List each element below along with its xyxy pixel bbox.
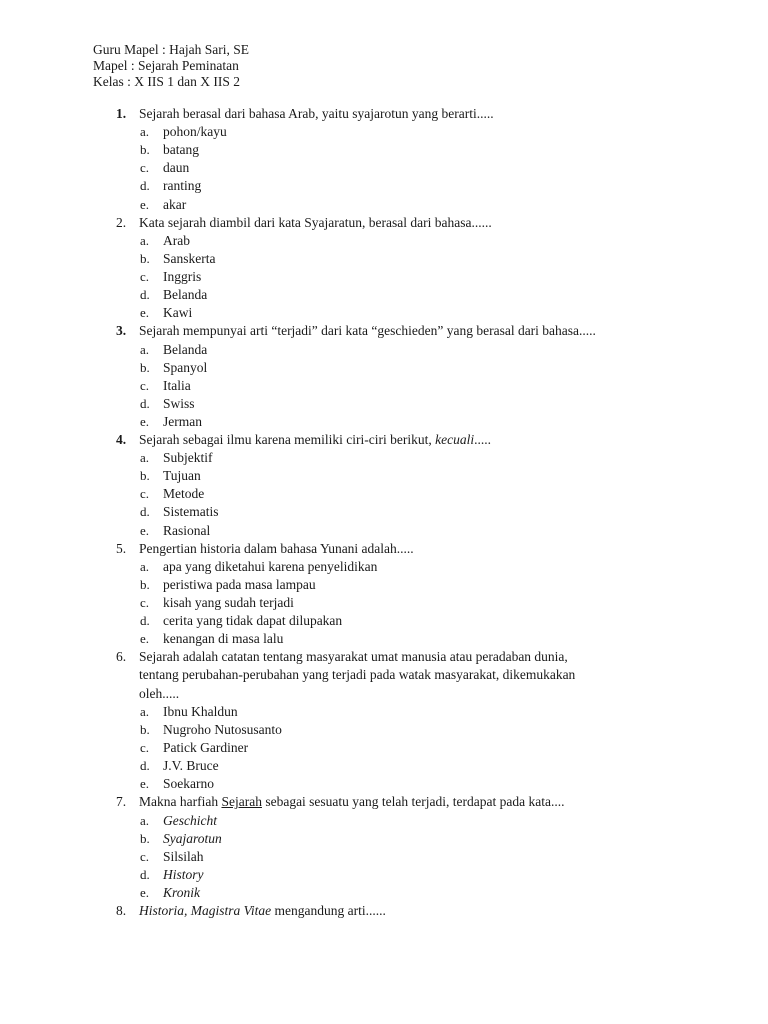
option-letter: d. — [140, 758, 150, 774]
option-d — [0, 612, 768, 630]
question-number: 5. — [116, 540, 127, 556]
option-text: cerita yang tidak dapat dilupakan — [163, 613, 343, 629]
option-b — [0, 141, 768, 159]
option-text: History — [163, 866, 204, 882]
option-c — [0, 268, 768, 286]
question-number: 8. — [116, 902, 127, 918]
option-letter: b. — [140, 250, 150, 266]
option-text: batang — [163, 142, 199, 158]
option-text: Sanskerta — [163, 250, 216, 266]
question-list — [0, 105, 768, 920]
option-text: Jerman — [163, 413, 202, 429]
option-letter: a. — [140, 341, 150, 357]
option-letter: b. — [140, 142, 150, 158]
option-c — [0, 377, 768, 395]
question-8 — [0, 902, 768, 920]
option-letter: e. — [140, 413, 150, 429]
option-letter: a. — [140, 812, 150, 828]
option-letter: e. — [140, 776, 150, 792]
option-text: Swiss — [163, 395, 195, 411]
option-letter: a. — [140, 450, 150, 466]
question-text-line-1: Sejarah adalah catatan tentang masyarakat umat manusia atau peradaban dunia, — [139, 649, 568, 665]
option-d — [0, 177, 768, 195]
question-7 — [0, 793, 768, 902]
option-a — [0, 341, 768, 359]
question-text-tail: mengandung arti...... — [271, 902, 386, 918]
option-text: Kronik — [163, 884, 200, 900]
option-b — [0, 250, 768, 268]
option-d — [0, 757, 768, 775]
option-a — [0, 123, 768, 141]
option-letter: c. — [140, 160, 150, 176]
option-e — [0, 775, 768, 793]
option-text: akar — [163, 196, 187, 212]
document-header — [93, 42, 249, 90]
teacher-line: Guru Mapel : Hajah Sari, SE — [93, 42, 249, 57]
option-text: kisah yang sudah terjadi — [163, 595, 294, 610]
question-2 — [0, 214, 768, 323]
option-d — [0, 866, 768, 884]
class-line: Kelas : X IIS 1 dan X IIS 2 — [93, 74, 240, 89]
option-text: peristiwa pada masa lampau — [163, 576, 316, 592]
subject-line: Mapel : Sejarah Peminatan — [93, 58, 239, 73]
option-letter: c. — [140, 486, 150, 502]
question-text — [139, 902, 386, 920]
option-letter: d. — [140, 178, 150, 194]
option-text: daun — [163, 160, 190, 176]
question-text: Kata sejarah diambil dari kata Syajaratun, berasal dari bahasa...... — [139, 214, 492, 230]
option-letter: c. — [140, 740, 150, 756]
option-text: Geschicht — [163, 812, 217, 828]
option-letter: b. — [140, 721, 150, 737]
option-text: Metode — [163, 486, 205, 502]
option-d — [0, 286, 768, 304]
option-c — [0, 739, 768, 757]
option-letter: d. — [140, 504, 150, 520]
option-text: Kawi — [163, 305, 193, 321]
option-a — [0, 812, 768, 830]
option-a — [0, 558, 768, 576]
option-letter: c. — [140, 269, 150, 285]
question-text — [139, 431, 491, 449]
option-letter: e. — [140, 305, 150, 321]
option-b — [0, 467, 768, 485]
option-letter: e. — [140, 522, 150, 538]
option-letter: b. — [140, 576, 150, 592]
question-number: 2. — [116, 214, 127, 230]
option-c — [0, 594, 768, 612]
question-text: Sejarah berasal dari bahasa Arab, yaitu syajarotun yang berarti..... — [139, 106, 494, 121]
option-text: Belanda — [163, 287, 208, 303]
option-e — [0, 884, 768, 902]
option-letter: c. — [140, 595, 150, 610]
option-text: J.V. Bruce — [163, 758, 219, 774]
option-letter: c. — [140, 848, 150, 864]
option-letter: d. — [140, 395, 150, 411]
option-letter: a. — [140, 124, 150, 140]
question-text-emphasis: Historia, Magistra Vitae — [139, 902, 272, 918]
option-text: Italia — [163, 377, 191, 393]
option-text: Patick Gardiner — [163, 740, 249, 756]
option-text: apa yang diketahui karena penyelidikan — [163, 558, 378, 574]
question-text: Pengertian historia dalam bahasa Yunani adalah..... — [139, 540, 414, 556]
option-e — [0, 304, 768, 322]
question-text-underlined: Sejarah — [221, 794, 262, 810]
option-text: Silsilah — [163, 848, 204, 864]
option-d — [0, 395, 768, 413]
option-text: Soekarno — [163, 776, 214, 792]
option-letter: a. — [140, 558, 150, 574]
question-text-line-3: oleh..... — [139, 685, 180, 701]
option-text: Rasional — [163, 522, 211, 538]
option-text: Tujuan — [163, 468, 201, 484]
question-text-line-2: tentang perubahan-perubahan yang terjadi pada watak masyarakat, dikemukakan — [139, 667, 576, 683]
option-a — [0, 449, 768, 467]
question-text-tail: ..... — [474, 431, 492, 447]
option-letter: a. — [140, 703, 150, 719]
option-b — [0, 830, 768, 848]
option-text: pohon/kayu — [163, 124, 227, 140]
option-a — [0, 703, 768, 721]
question-6 — [0, 648, 768, 793]
option-letter: b. — [140, 830, 150, 846]
option-e — [0, 630, 768, 648]
option-letter: c. — [140, 377, 150, 393]
question-text: Sejarah mempunyai arti “terjadi” dari kata “geschieden” yang berasal dari bahasa..... — [139, 323, 596, 339]
question-number: 7. — [116, 794, 127, 810]
question-text — [139, 793, 564, 811]
option-text: Subjektif — [163, 450, 213, 466]
option-text: Spanyol — [163, 359, 208, 375]
option-a — [0, 232, 768, 250]
question-3 — [0, 322, 768, 431]
option-b — [0, 721, 768, 739]
question-4 — [0, 431, 768, 540]
option-text: Sistematis — [163, 504, 219, 520]
option-c — [0, 485, 768, 503]
question-number: 3. — [116, 323, 127, 339]
option-text: Syajarotun — [163, 830, 222, 846]
question-text-post: sebagai sesuatu yang telah terjadi, terdapat pada kata.... — [261, 794, 565, 810]
option-letter: e. — [140, 196, 150, 212]
option-b — [0, 576, 768, 594]
question-text-emphasis: kecuali — [435, 431, 475, 447]
option-c — [0, 159, 768, 177]
option-letter: d. — [140, 613, 150, 629]
option-e — [0, 522, 768, 540]
question-number: 6. — [116, 649, 127, 665]
option-text: Belanda — [163, 341, 208, 357]
option-text: Arab — [163, 232, 190, 248]
option-letter: e. — [140, 884, 150, 900]
option-text: Nugroho Nutosusanto — [163, 721, 282, 737]
question-number: 4. — [116, 431, 127, 447]
option-text: Inggris — [163, 269, 202, 285]
option-d — [0, 503, 768, 521]
option-letter: a. — [140, 232, 150, 248]
option-text: kenangan di masa lalu — [163, 631, 284, 647]
option-letter: b. — [140, 468, 150, 484]
option-text: ranting — [163, 178, 202, 194]
option-letter: d. — [140, 866, 150, 882]
option-e — [0, 413, 768, 431]
option-letter: b. — [140, 359, 150, 375]
option-c — [0, 848, 768, 866]
option-e — [0, 196, 768, 214]
option-letter: d. — [140, 287, 150, 303]
question-5 — [0, 540, 768, 649]
question-text-pre: Makna harfiah — [139, 794, 222, 810]
question-1 — [0, 105, 768, 214]
question-text-main: Sejarah sebagai ilmu karena memiliki ciri-ciri berikut, — [139, 431, 436, 447]
question-number: 1. — [116, 106, 127, 121]
option-letter: e. — [140, 631, 150, 647]
option-b — [0, 359, 768, 377]
option-text: Ibnu Khaldun — [163, 703, 238, 719]
